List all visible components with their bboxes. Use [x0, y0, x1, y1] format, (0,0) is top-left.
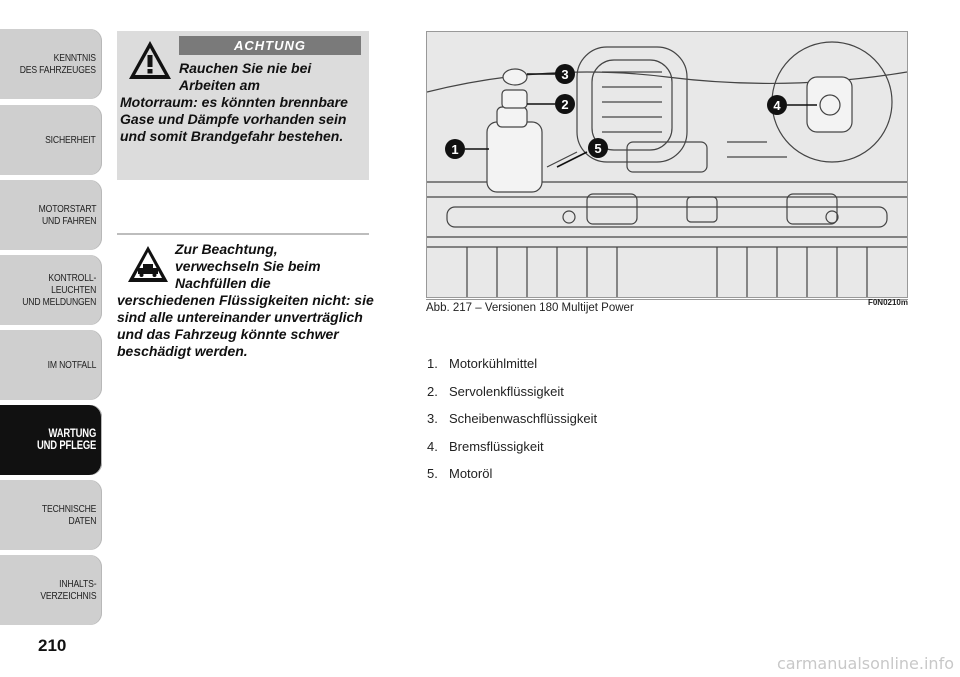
figure-divider — [426, 299, 908, 300]
list-item: 5. Motoröl — [427, 466, 493, 481]
list-item: 4. Bremsflüssigkeit — [427, 438, 544, 454]
tab-sicherheit[interactable]: SICHERHEIT — [0, 105, 102, 175]
callout-5: 5 — [594, 141, 602, 156]
callout-2: 2 — [561, 97, 569, 112]
list-item: 1. Motorkühlmittel — [427, 356, 538, 371]
note-divider — [117, 233, 369, 235]
callout-4: 4 — [773, 98, 781, 113]
figure-code: F0N0210m — [867, 298, 908, 307]
legend-list — [427, 356, 597, 494]
tab-kenntnis[interactable]: KENNTNIS DES FAHRZEUGES — [0, 29, 102, 99]
callout-1: 1 — [451, 142, 459, 157]
tab-im-notfall[interactable]: IM NOTFALL — [0, 330, 102, 400]
tab-inhaltsverzeichnis[interactable]: INHALTS- VERZEICHNIS — [0, 555, 102, 625]
callout-3: 3 — [561, 67, 569, 82]
note-text: Zur Beachtung, verwechseln Sie beim Nachfüllen die verschiedenen Flüssigkeiten nicht: sie sind alle untereinander unverträglich und das Fahrzeug könnte schwer beschädigt werden. — [117, 241, 374, 359]
engine-bay-illustration — [427, 32, 907, 297]
tab-technische-daten[interactable]: TECHNISCHE DATEN — [0, 480, 102, 550]
warning-box — [117, 31, 369, 180]
tab-motorstart[interactable]: MOTORSTART UND FAHREN — [0, 180, 102, 250]
tab-kontrollleuchten[interactable]: KONTROLL- LEUCHTEN UND MELDUNGEN — [0, 255, 102, 325]
figure-caption: Abb. 217 – Versionen 180 Multijet Power — [426, 302, 634, 314]
warning-text: Rauchen Sie nie bei Arbeiten am Motorraum: es könnten brennbare Gase und Dämpfe vorhanden sein und somit Brandgefahr bestehen. — [120, 60, 348, 144]
tab-wartung[interactable]: WARTUNG UND PFLEGE — [0, 405, 102, 475]
engine-bay-figure — [426, 31, 908, 298]
warning-header: ACHTUNG — [179, 36, 361, 55]
watermark: carmanualsonline.info — [776, 654, 954, 673]
list-item: 2. Servolenkflüssigkeit — [427, 383, 564, 399]
list-item: 3. Scheibenwaschflüssigkeit — [427, 411, 598, 426]
page-number: 210 — [38, 636, 67, 655]
